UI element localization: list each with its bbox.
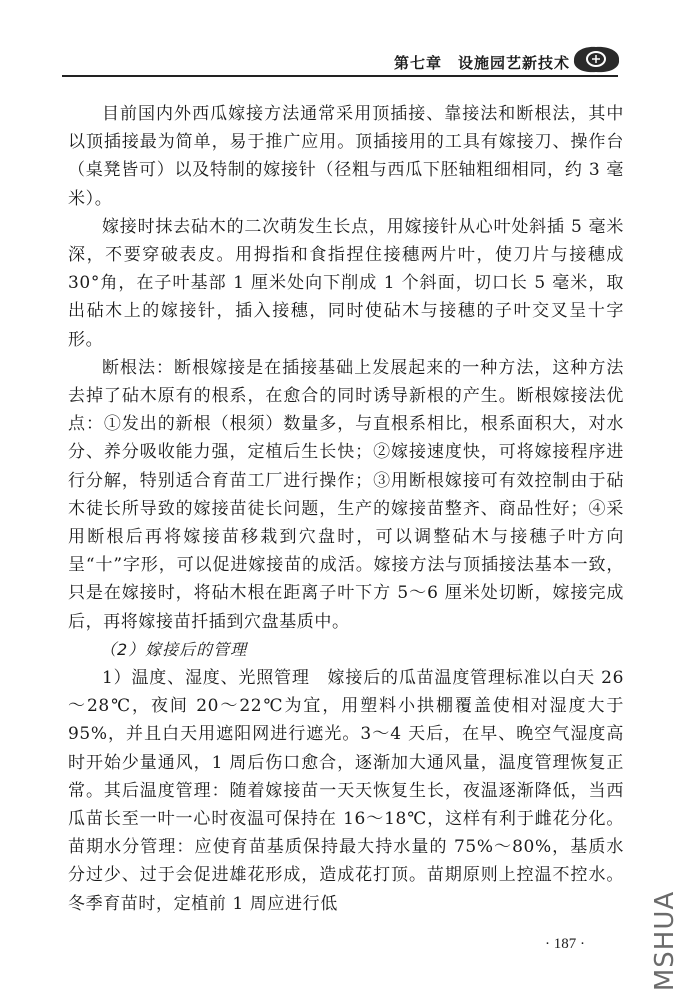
paragraph: 嫁接时抹去砧木的二次萌发生长点，用嫁接针从心叶处斜插 5 毫米深，不要穿破表皮。用拇指和食指捏住接穗两片叶，使刀片与接穗成 30°角，在子叶基部 1 厘米处向下削成 1 个斜面，切口长 5 毫米，取出砧木上的嫁接针，插入接穗，同时使砧木与接穗的子叶交叉呈十字形。 [68, 216, 624, 350]
chapter-title: 第七章 设施园艺新技术 [393, 54, 570, 72]
paragraph: 目前国内外西瓜嫁接方法通常采用顶插接、靠接法和断根法，其中以顶插接最为简单，易于推广应用。顶插接用的工具有嫁接刀、操作台（桌凳皆可）以及特制的嫁接针（径粗与西瓜下胚轴粗细相同，约 3 毫米）。 [68, 104, 624, 209]
chapter-badge-icon [570, 44, 622, 74]
page-header [62, 44, 622, 78]
page-number: · 187 · [545, 936, 585, 952]
watermark [650, 886, 680, 996]
body-text [68, 100, 624, 918]
paragraph: 断根法：断根嫁接是在插接基础上发展起来的一种方法，这种方法去掉了砧木原有的根系，在愈合的同时诱导新根的产生。断根嫁接法优点：①发出的新根（根须）数量多，与直根系相比，根系面积大，对水分、养分吸收能力强，定植后生长快；②嫁接速度快，可将嫁接程序进行分解，特别适合育苗工厂进行操作；③用断根嫁接可有效控制由于砧木徒长所导致的嫁接苗徒长问题，生产的嫁接苗整齐、商品性好；④采用断根后再将嫁接苗移栽到穴盘时，可以调整砧木与接穗子叶方向呈“十”字形，可以促进嫁接苗的成活。嫁接方法与顶插接法基本一致，只是在嫁接时，将砧木根在距离子叶下方 5～6 厘米处切断，嫁接完成后，再将嫁接苗扦插到穴盘基质中。 [68, 357, 624, 632]
section-heading: （2）嫁接后的管理 [100, 639, 248, 659]
paragraph: 1）温度、湿度、光照管理 嫁接后的瓜苗温度管理标准以白天 26～28℃，夜间 20～22℃为宜，用塑料小拱棚覆盖使相对湿度大于 95%，并且白天用遮阳网进行遮光。3～4 天后，在早、晚空气湿度高时开始少量通风，1 周后伤口愈合，逐渐加大通风量，温度管理恢复正常。其后温度管理：随着嫁接苗一天天恢复生长，夜温逐渐降低，当西瓜苗长至一叶一心时夜温可保持在 16～18℃，这样有利于雌花分化。苗期水分管理：应使育苗基质保持最大持水量的 75%～80%，基质水分过少、过于会促进雄花形成，造成花打顶。苗期原则上控温不控水。冬季育苗时，定植前 1 周应进行低 [68, 668, 624, 914]
header-rule [62, 75, 618, 77]
watermark-text: MSHUA [650, 890, 680, 992]
